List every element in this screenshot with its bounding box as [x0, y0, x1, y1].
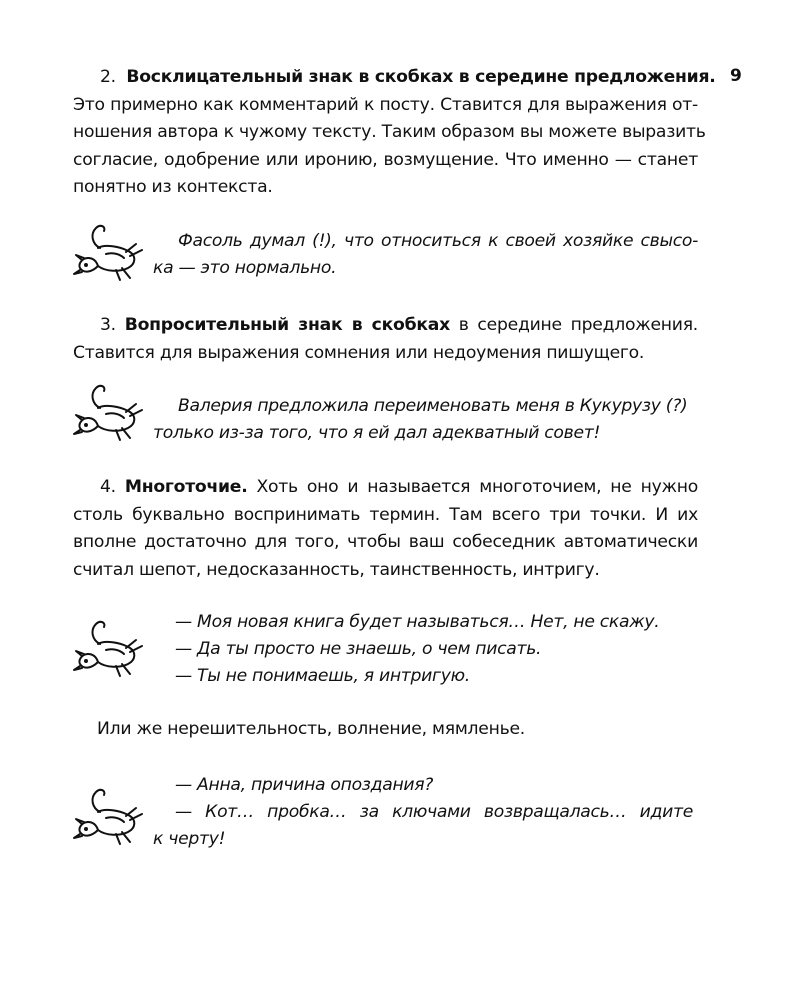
section-3-number: 3. [100, 315, 116, 335]
cat-lying-on-back-icon [70, 382, 150, 444]
section-2-line: ношения автора к чужому тексту. Таким образом вы можете выразить [73, 122, 706, 142]
section-4-line: вполне достаточно для того, чтобы ваш собеседник автоматически [73, 532, 698, 552]
cat-lying-on-back-icon [70, 618, 150, 680]
section-4-line: считал шепот, недосказанность, таинственность, интригу. [73, 559, 600, 580]
section-2-paragraph [73, 64, 716, 202]
cat-lying-on-back-icon [70, 786, 150, 848]
example-2 [153, 393, 698, 447]
page-number: 9 [730, 66, 742, 86]
section-3-paragraph [73, 312, 698, 367]
section-2-title: Восклицательный знак в скобках в середине предложения. [126, 67, 716, 87]
section-3-rest: в середине предложения. [449, 315, 698, 335]
example-1 [153, 228, 698, 282]
section-3-title: Вопросительный знак в скобках [124, 315, 450, 335]
example-4 [153, 772, 693, 853]
section-2-line: Это примерно как комментарий к посту. Ставится для выражения от- [73, 94, 698, 115]
example-1-line: Фасоль думал (!), что относиться к своей хозяйке свысо- [178, 231, 698, 251]
section-2-number: 2. [100, 67, 116, 87]
section-4-title: Многоточие. [124, 477, 248, 497]
cat-lying-on-back-icon [70, 222, 150, 284]
example-2-line: Валерия предложила переименовать меня в Кукурузу (?) [178, 396, 688, 416]
note-paragraph [97, 716, 698, 744]
section-2-line: понятно из контекста. [73, 177, 273, 197]
section-4-rest: Хоть оно и называется многоточием, не нужно [247, 477, 698, 497]
example-3-line: — Моя новая книга будет называться… Нет, не скажу. [175, 612, 660, 632]
section-2-line: согласие, одобрение или иронию, возмущение. Что именно — станет [73, 149, 698, 170]
example-4-line: к черту! [153, 829, 226, 849]
example-3 [175, 609, 698, 690]
example-4-line: — Кот… пробка… за ключами возвращалась… идите [175, 802, 693, 822]
section-3-line: Ставится для выражения сомнения или недоумения пишущего. [73, 342, 645, 363]
example-2-line: только из-за того, что я ей дал адекватный совет! [153, 423, 601, 443]
section-4-paragraph [73, 474, 698, 584]
example-1-line: ка — это нормально. [153, 258, 337, 278]
example-4-line: — Анна, причина опоздания? [175, 775, 434, 795]
section-4-number: 4. [100, 477, 116, 497]
example-3-line: — Ты не понимаешь, я интригую. [175, 666, 470, 686]
example-3-line: — Да ты просто не знаешь, о чем писать. [175, 639, 542, 659]
note-line: Или же нерешительность, волнение, мямленье. [97, 719, 526, 739]
section-4-line: столь буквально воспринимать термин. Там всего три точки. И их [73, 504, 698, 525]
